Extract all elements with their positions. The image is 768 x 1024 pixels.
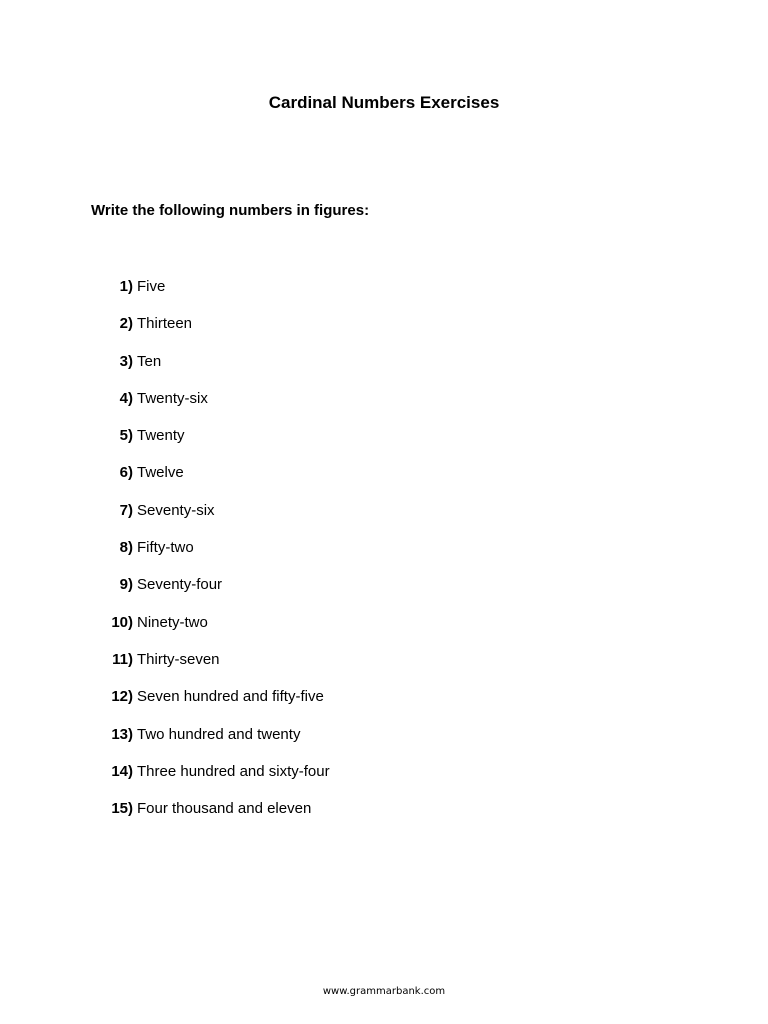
item-text: Three hundred and sixty-four: [137, 762, 330, 780]
footer-url: www.grammarbank.com: [322, 986, 446, 997]
item-number: 9): [119, 576, 133, 594]
item-number: 4): [119, 389, 133, 407]
item-text: Ninety-two: [137, 613, 208, 631]
item-text: Fifty-two: [137, 539, 194, 557]
item-number: 11): [112, 650, 133, 668]
item-text: Thirty-seven: [137, 650, 220, 668]
item-text: Twenty: [137, 427, 185, 445]
item-text: Thirteen: [137, 315, 193, 333]
item-number: 14): [111, 762, 133, 780]
item-text: Seven hundred and fifty-five: [137, 688, 324, 706]
item-number: 5): [119, 427, 133, 445]
item-text: Twelve: [137, 464, 184, 482]
item-text: Twenty-six: [137, 389, 208, 407]
item-text: Two hundred and twenty: [137, 725, 301, 743]
item-number: 13): [111, 725, 133, 743]
item-number: 10): [111, 613, 133, 631]
item-number: 3): [119, 352, 133, 370]
item-number: 1): [119, 278, 133, 295]
item-text: Four thousand and eleven: [137, 800, 312, 818]
item-number: 6): [119, 464, 133, 482]
page-title: Cardinal Numbers Exercises: [268, 93, 500, 112]
item-text: Seventy-six: [137, 501, 215, 519]
item-number: 12): [111, 688, 133, 706]
item-number: 15): [111, 800, 133, 818]
item-number: 7): [119, 501, 133, 519]
item-text: Five: [137, 278, 166, 295]
item-text: Ten: [137, 352, 162, 370]
item-number: 8): [119, 539, 133, 557]
exercise-instruction: Write the following numbers in figures:: [91, 202, 370, 219]
item-number: 2): [119, 315, 133, 333]
item-text: Seventy-four: [137, 576, 223, 594]
